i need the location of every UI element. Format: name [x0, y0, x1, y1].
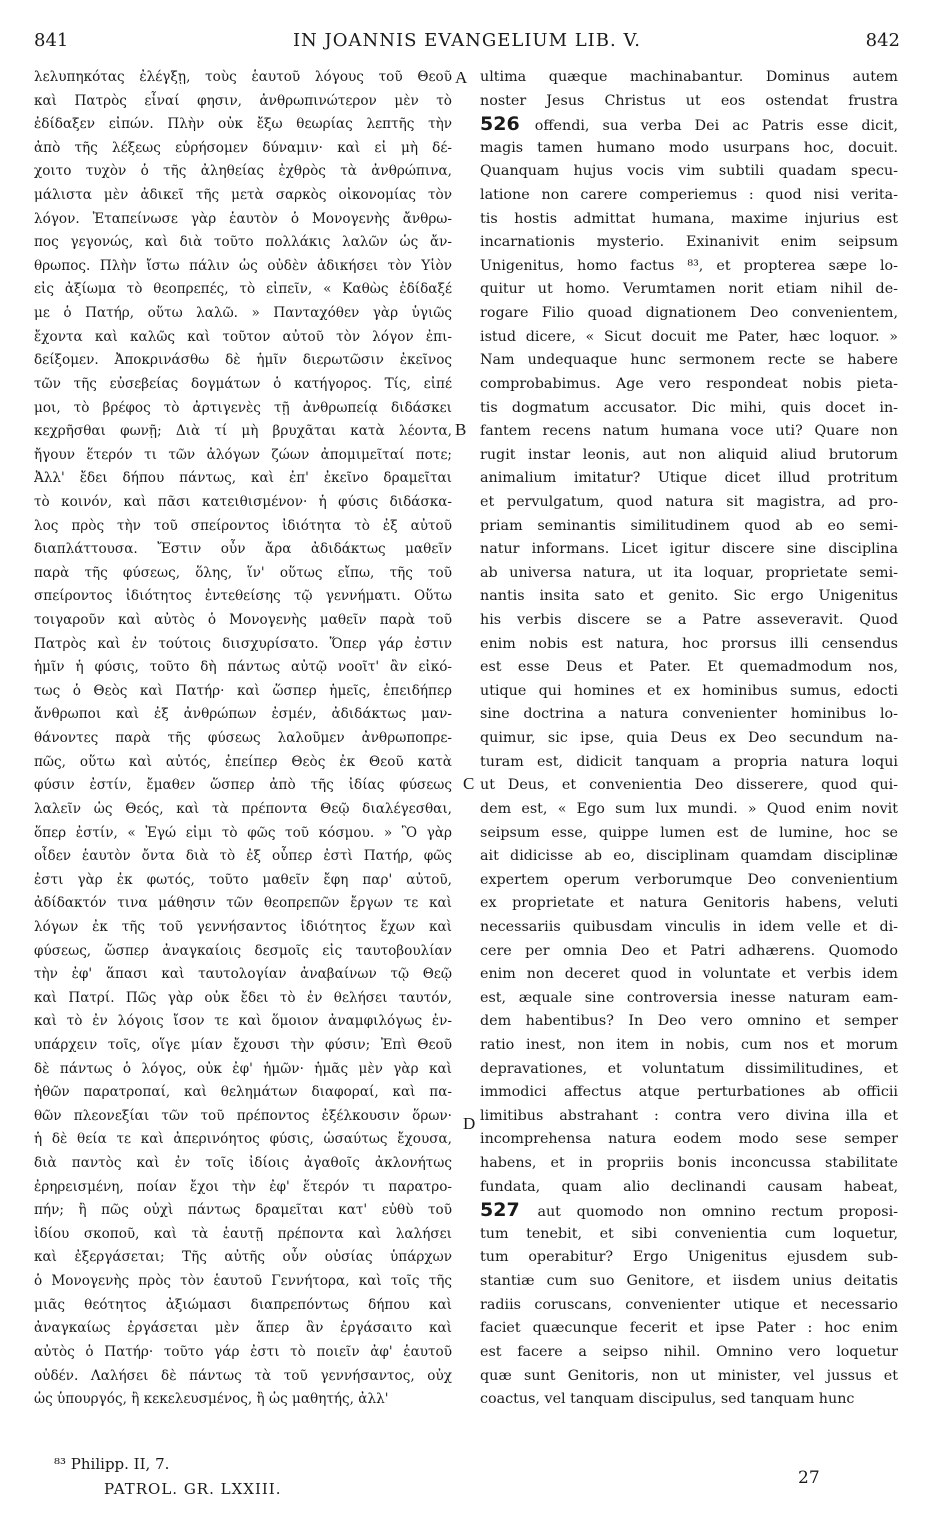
text-line: his verbis discere se a Patre asseveravit. Quod: [480, 612, 898, 629]
text-line: τὴν ἐφ' ἅπασι καὶ ταυτολογίαν ἀναβαίνων τῷ Θεῷ: [34, 966, 452, 983]
text-line: φύσεως, ὥσπερ ἀναγκαίοις δεσμοῖς εἰς ταυτοβουλίαν: [34, 942, 452, 959]
text-line: τοιγαροῦν καὶ αὐτὸς ὁ Μονογενὴς μαθεῖν παρὰ τοῦ: [34, 612, 452, 629]
text-line: noster Jesus Christus ut eos ostendat frustra: [480, 92, 898, 109]
text-line: fundata, quam alio declinandi causam habeat,: [480, 1178, 898, 1195]
text-line: necessariis quibusdam vinculis in idem velle et di-: [480, 918, 898, 935]
text-line: ἐρηρεισμένη, ποίαν ἔχοι τὴν ἐφ' ἕτερόν τι παρατρο-: [34, 1178, 452, 1195]
text-line: incarnationis mysterio. Exinanivit enim seipsum: [480, 234, 898, 251]
text-line: Unigenitus, homo factus ⁸³, et propterea sæpe lo-: [480, 257, 898, 274]
text-line: magis tamen humano modo usurpans hoc, docuit.: [480, 139, 898, 156]
text-line: coactus, vel tanquam discipulus, sed tanquam hunc: [480, 1391, 855, 1408]
text-line: καὶ Πατρί. Πῶς γὰρ οὐκ ἔδει τὸ ἐν θελήσει ταυτόν,: [34, 989, 452, 1006]
text-line: immodici affectus atque perturbationes ab officii: [480, 1084, 898, 1101]
text-line: ἠθῶν παρατροπαί, καὶ θελημάτων διαφοραί, καὶ πα-: [34, 1084, 452, 1101]
text-line: enim nobis est natura, hoc prorsus illi censendus: [480, 635, 898, 652]
text-line: παρὰ τῆς φύσεως, ὅλης, ἵν' οὕτως εἴπω, τῆς τοῦ: [34, 564, 452, 581]
footnote: ⁸³ Philipp. II, 7.: [54, 1455, 170, 1473]
text-line: depravationes, et voluntatum dissimilitudines, et: [480, 1060, 898, 1077]
text-line: est, æquale sine controversia inesse naturam eam-: [480, 989, 898, 1006]
text-line: με ὁ Πατήρ, οὕτω λαλῶ. » Πανταχόθεν γὰρ ὑγιῶς: [34, 305, 452, 322]
text-line: priam seminantis similitudinem quod ab eo semi-: [480, 517, 898, 534]
text-line: θάνοντες παρὰ τῆς φύσεως λαλοῦμεν ἀνθρωποπρε-: [34, 730, 452, 747]
text-line: stantiæ cum suo Genitore, et iisdem unius deitatis: [480, 1273, 898, 1290]
text-line: καὶ τὸ ἐν λόγοις ἴσον τε καὶ ὅμοιον ἀναμφιλόγως ἐν-: [34, 1013, 452, 1030]
text-line: τῶν τῆς εὐσεβείας δογμάτων ὁ κατήγορος. Τίς, εἰπέ: [34, 375, 452, 392]
text-line: υπάρχειν τοῖς, οἵγε μίαν ἔχουσι τὴν φύσιν; Ἐπὶ Θεοῦ: [34, 1036, 452, 1053]
text-line: δὲ πάντως ὁ λόγος, οὐκ ἐφ' ἡμῶν· ἡμᾶς μὲν γὰρ καὶ: [34, 1060, 452, 1077]
text-line: istud dicere, « Sicut docuit me Pater, hæc loquor. »: [480, 328, 898, 345]
text-line: quimur, sic ipse, quia Deus ex Deo secundum na-: [480, 730, 898, 747]
text-line: ἀναγκαίως ἐργάσεται μὲν ἅπερ ἂν ἐργάσαιτο καὶ: [34, 1320, 452, 1337]
series-footer: PATROL. GR. LXXIII.: [104, 1480, 282, 1498]
text-line: καὶ ἐξεργάσεται; Τῆς αὐτῆς οὖν οὐσίας ὑπάρχων: [34, 1249, 452, 1266]
running-title: IN JOANNIS EVANGELIUM LIB. V.: [292, 30, 642, 51]
margin-column-number: 526: [480, 113, 535, 136]
text-line: Ἀλλ' ἔδει δήπου πάντως, καὶ ἐπ' ἐκεῖνο δραμεῖται: [34, 470, 452, 487]
section-marker-d: D: [463, 1114, 476, 1133]
text-line: εἰς ἀξίωμα τὸ θεοπρεπές, τὸ εἰπεῖν, « Καθὼς ἐδίδαξέ: [34, 281, 452, 298]
section-marker-b: B: [455, 420, 467, 439]
text-line: ἄνθρωποι καὶ ἐξ ἀνθρώπων ἐσμέν, ἀδιδάκτως μαν-: [34, 706, 452, 723]
text-line: πήν; ἢ πῶς οὐχὶ πάντως δραμεῖται κατ' εὐθὺ τοῦ: [34, 1202, 452, 1219]
text-line: λος πρὸς τὴν τοῦ σπείροντος ἰδιότητα τὸ ἐξ αὐτοῦ: [34, 517, 452, 534]
text-line: natur informans. Licet igitur discere sine disciplina: [480, 541, 898, 558]
text-line: radiis coruscans, convenienter utique et necessario: [480, 1296, 898, 1313]
text-line: comprobabimus. Age vero respondeat nobis pieta-: [480, 375, 898, 392]
text-line: Πατρὸς καὶ ἐν τούτοις διισχυρίσατο. Ὅπερ γάρ ἐστιν: [34, 635, 452, 652]
text-line: λελυπηκότας ἐλέγξῃ, τοὺς ἑαυτοῦ λόγους τοῦ Θεοῦ: [34, 69, 452, 85]
text-line: rugit instar leonis, aut non aliquid aliud brutorum: [480, 446, 898, 463]
text-line: δείξομεν. Ἀποκρινάσθω δὲ ἡμῖν διερωτῶσιν ἐκεῖνος: [34, 352, 452, 369]
text-line: dem habentibus? In Deo vero omnino et semper: [480, 1013, 898, 1030]
text-line: σπείροντος ἰδιότητος ἐντεθείσης τῷ γεννήματι. Οὕτω: [34, 588, 452, 605]
text-line: φύσιν ἐστίν, ἔμαθεν ὥσπερ ἀπὸ τῆς ἰδίας φύσεως: [34, 777, 452, 794]
text-line: tis hostis admittat humana, maxime injurius est: [480, 210, 898, 227]
text-line: ὅπερ ἐστίν, « Ἐγώ εἰμι τὸ φῶς τοῦ κόσμου. » Ὃ γὰρ: [34, 824, 452, 841]
text-line: λόγον. Ἐταπείνωσε γὰρ ἑαυτὸν ὁ Μονογενὴς ἄνθρω-: [34, 210, 452, 227]
text-line: enim non deceret quod in voluntate et verbis idem: [480, 966, 898, 983]
text-line: τως ὁ Θεὸς καὶ Πατήρ· καὶ ὥσπερ ἡμεῖς, ἐπειδήπερ: [34, 682, 452, 699]
text-line: ἡμῖν ἡ φύσις, τοῦτο δὴ πάντως αὐτῷ νοοῖτ' ἂν εἰκό-: [34, 659, 452, 676]
text-line: ἀπὸ τῆς λέξεως εὑρήσομεν δύναμιν· καὶ εἰ μὴ δέ-: [34, 139, 452, 156]
text-line: limitibus abstrahant : contra vero divina illa et: [480, 1107, 898, 1124]
section-marker-a: A: [455, 68, 468, 87]
page-number-left: 841: [34, 30, 69, 51]
text-line: dem est, « Ego sum lux mundi. » Quod enim novit: [480, 800, 898, 817]
text-line: θῶν πλεονεξίαι τῶν τοῦ πρέποντος ἐξέλκουσιν ὅρων·: [34, 1107, 452, 1124]
text-line: μοι, τὸ βρέφος τὸ ἀρτιγενὲς τῇ ἀνθρωπείᾳ διδάσκει: [34, 399, 452, 416]
text-line: πῶς, οὕτω καὶ αὐτός, ἐπείπερ Θεὸς ἐκ Θεοῦ κατὰ: [34, 753, 452, 770]
text-line: οὐδέν. Λαλήσει δὲ πάντως τὰ τοῦ γεννήσαντος, οὐχ: [34, 1367, 452, 1384]
text-line: habens, et in propriis bonis inconcussa stabilitate: [480, 1155, 898, 1172]
section-marker-c: C: [463, 774, 475, 793]
text-line: ἡ δὲ θεία τε καὶ ἀπερινόητος φύσις, ὡσαύτως ἔχουσα,: [34, 1131, 452, 1148]
latin-column: [480, 66, 898, 1412]
text-line: 526 offendi, sua verba Dei ac Patris esse dicit,: [480, 113, 898, 136]
text-line: ἔχοντα καὶ καλῶς καὶ τοῦτον αὐτοῦ τὸν λόγον ἐπι-: [34, 328, 452, 345]
text-line: ἰδίου σκοποῦ, καὶ τὰ ἑαυτῇ πρέποντα καὶ λαλήσει: [34, 1225, 452, 1242]
text-line: ut Deus, et convenientia Deo disserere, quod qui-: [480, 777, 898, 794]
text-line: est esse Deus et Pater. Et quemadmodum nos,: [480, 659, 898, 676]
text-line: χοιτο τυχὸν ὁ τῆς ἀληθείας ἐχθρὸς τὰ ἀνθρώπινα,: [34, 163, 452, 180]
text-line: rogare Filio quoad dignationem Deo convenientem,: [480, 305, 898, 322]
text-line: sine doctrina a natura convenienter hominibus lo-: [480, 706, 898, 723]
text-line: ait didicisse ab eo, disciplinam quamdam disciplinæ: [480, 848, 898, 865]
text-line: seipsum esse, quippe lumen est de lumine, hoc se: [480, 824, 898, 841]
text-line: fantem recens natum humana voce uti? Quare non: [480, 423, 898, 440]
text-line: incomprehensa natura eodem modo sese semper: [480, 1131, 898, 1148]
text-line: tum operabitur? Ergo Unigenitus ejusdem sub-: [480, 1249, 898, 1266]
text-line: cere per omnia Deo et Patri adhærens. Quomodo: [480, 942, 898, 959]
text-line: τὸ κοινόν, καὶ πᾶσι κατειθισμένον· ἡ φύσις διδάσκα-: [34, 493, 452, 510]
text-line: ab universa natura, ut ita loquar, proprietate semi-: [480, 564, 898, 581]
text-line: ἤγουν ἕτερόν τι τῶν ἀλόγων ζώων ἀπομιμεῖταί ποτε;: [34, 446, 452, 463]
text-line: ὡς ὑπουργός, ἢ κεκελευσμένος, ἢ ὡς μαθητής, ἀλλ': [34, 1391, 389, 1408]
margin-column-number: 527: [480, 1199, 538, 1222]
text-line: λαλεῖν ὡς Θεός, καὶ τὰ πρέποντα Θεῷ διαλέγεσθαι,: [34, 800, 452, 817]
text-line: faciet quæcunque fecerit et ipse Pater : hoc enim: [480, 1320, 898, 1337]
text-line: οἶδεν ἑαυτὸν ὄντα διὰ τὸ ἐξ οὗπερ ἐστὶ Πατήρ, φῶς: [34, 848, 452, 865]
text-line: nantis insita sato et genito. Sic ergo Unigenitus: [480, 588, 898, 605]
text-line: tis dogmatum accusator. Dic mihi, quis docet in-: [480, 399, 898, 416]
text-line: λόγων ἐκ τῆς τοῦ γεννήσαντος ἰδιότητος ἔχων καὶ: [34, 918, 452, 935]
signature-mark: 27: [798, 1468, 820, 1488]
text-line: ratio inest, non item in nobis, cum nos et morum: [480, 1036, 898, 1053]
text-line: 527 aut quomodo non omnino rectum proposi-: [480, 1199, 898, 1222]
text-line: καὶ Πατρὸς εἶναί φησιν, ἀνθρωπινώτερον μὲν τὸ: [34, 92, 452, 109]
text-line: est facere a seipso nihil. Omnino vero loquetur: [480, 1343, 898, 1360]
greek-column: [34, 66, 452, 1412]
text-line: πος γεγονώς, καὶ διὰ τοῦτο πολλάκις λαλῶν ὡς ἄν-: [34, 234, 452, 251]
text-line: Nam undequaque hunc sermonem recte se habere: [480, 352, 898, 369]
text-line: μιᾶς θεότητος ἀξιώμασι διαπρεπόντως δήπου καὶ: [34, 1296, 452, 1313]
text-line: et pervulgatum, quod natura sit magistra, ad pro-: [480, 493, 898, 510]
text-line: διὰ παντὸς καὶ ἐν τοῖς ἰδίοις ἀγαθοῖς ἀκλονήτως: [34, 1155, 452, 1172]
text-line: tum tenebit, et sibi convenientia cum loquetur,: [480, 1225, 898, 1242]
text-line: expertem operum verborumque Deo convenientium: [480, 871, 898, 888]
text-line: turam est, didicit tanquam a propria natura loqui: [480, 753, 898, 770]
text-line: ὁ Μονογενὴς πρὸς τὸν ἑαυτοῦ Γεννήτορα, καὶ τοῖς τῆς: [34, 1273, 452, 1290]
text-line: latione non carere comperiemus : quod nisi verita-: [480, 187, 898, 204]
text-line: ἐστι γὰρ ἐκ φωτός, τοῦτο μαθεῖν ἔφη παρ' αὐτοῦ,: [34, 871, 452, 888]
text-line: θρωπος. Πλὴν ἴστω πάλιν ὡς οὐδὲν ἀδικήσει τὸν Υἱὸν: [34, 257, 452, 274]
page-number-right: 842: [865, 30, 900, 51]
text-line: ultima quæque machinabantur. Dominus autem: [480, 69, 898, 85]
text-line: ἐδίδαξεν εἰπών. Πλὴν οὐκ ἔξω θεωρίας λεπτῆς τὴν: [34, 116, 452, 133]
text-line: αὐτὸς ὁ Πατήρ· τοῦτο γάρ ἐστι τὸ ποιεῖν ἀφ' ἑαυτοῦ: [34, 1343, 452, 1360]
text-line: Quanquam hujus vocis vim subtili quadam specu-: [480, 163, 898, 180]
text-line: quæ sunt Genitoris, non ut minister, vel jussus et: [480, 1367, 898, 1384]
text-line: διαπλάττουσα. Ἔστιν οὖν ἄρα ἀδιδάκτως μαθεῖν: [34, 541, 452, 558]
text-line: μάλιστα μὲν ἀδικεῖ τῆς μετὰ σαρκὸς οἰκονομίας τὸν: [34, 187, 452, 204]
text-line: animalium imitatur? Utique dicet illud protritum: [480, 470, 898, 487]
running-header: [34, 30, 900, 56]
text-line: utique qui homines et ex hominibus sumus, edocti: [480, 682, 898, 699]
text-line: ex proprietate et natura Genitoris habens, veluti: [480, 895, 898, 912]
text-line: quitur ut homo. Verumtamen norit etiam nihil de-: [480, 281, 898, 298]
text-line: κεχρῆσθαι φωνῇ; Διὰ τί μὴ βρυχᾶται κατὰ λέοντα,: [34, 423, 452, 440]
text-line: ἀδίδακτόν τινα μάθησιν τῶν θεοπρεπῶν ἔργων τε καὶ: [34, 895, 452, 912]
